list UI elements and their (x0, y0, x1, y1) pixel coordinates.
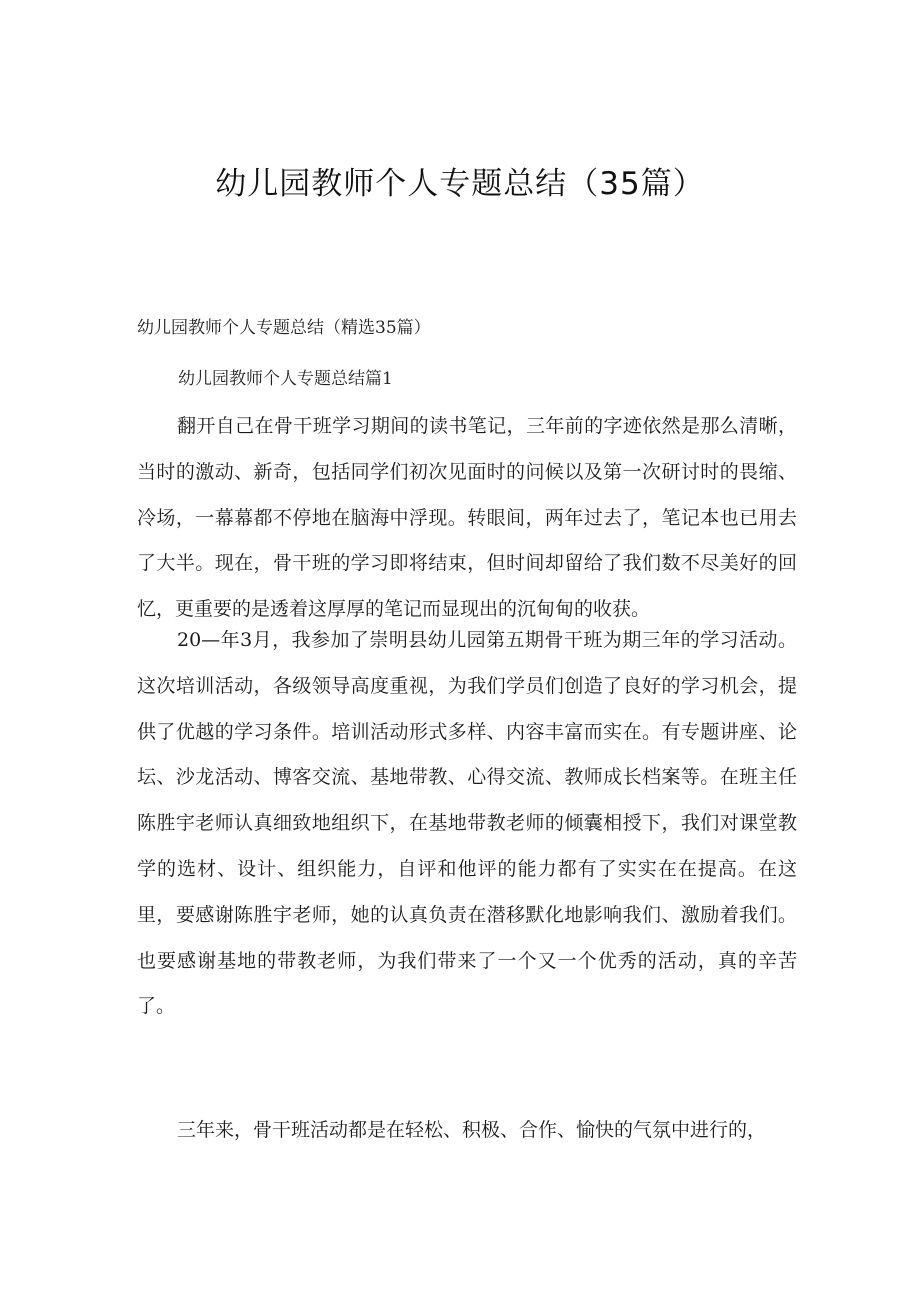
section-heading: 幼儿园教师个人专题总结篇1 (178, 369, 393, 389)
paragraph-3: 三年来，骨干班活动都是在轻松、积极、合作、愉快的气氛中进行的， (177, 1119, 767, 1141)
paragraph-2: 20—年3月，我参加了崇明县幼儿园第五期骨干班为期三年的学习活动。这次培训活动，各级领导高度重视，为我们学员们创造了良好的学习机会，提供了优越的学习条件。培训活动形式多样、内容丰富而实在。有专题讲座、论坛、沙龙活动、博客交流、基地带教、心得交流、教师成长档案等。在班主任陈胜宇老师认真细致地组织下，在基地带教老师的倾囊相授下，我们对课堂教学的选材、设计、组织能力，自评和他评的能力都有了实实在在提高。在这里，要感谢陈胜宇老师，她的认真负责在潜移默化地影响我们、激励着我们。也要感谢基地的带教老师，为我们带来了一个又一个优秀的活动，真的辛苦了。 (137, 629, 797, 1018)
document-subtitle: 幼儿园教师个人专题总结（精选35篇） (137, 318, 431, 338)
paragraph-1: 翻开自己在骨干班学习期间的读书笔记，三年前的字迹依然是那么清晰，当时的激动、新奇，包括同学们初次见面时的问候以及第一次研讨时的畏缩、冷场，一幕幕都不停地在脑海中浮现。转眼间，两年过去了，笔记本也已用去了大半。现在，骨干班的学习即将结束，但时间却留给了我们数不尽美好的回忆，更重要的是透着这厚厚的笔记而显现出的沉甸甸的收获。 (137, 415, 797, 621)
document-title: 幼儿园教师个人专题总结（35篇） (215, 166, 705, 202)
